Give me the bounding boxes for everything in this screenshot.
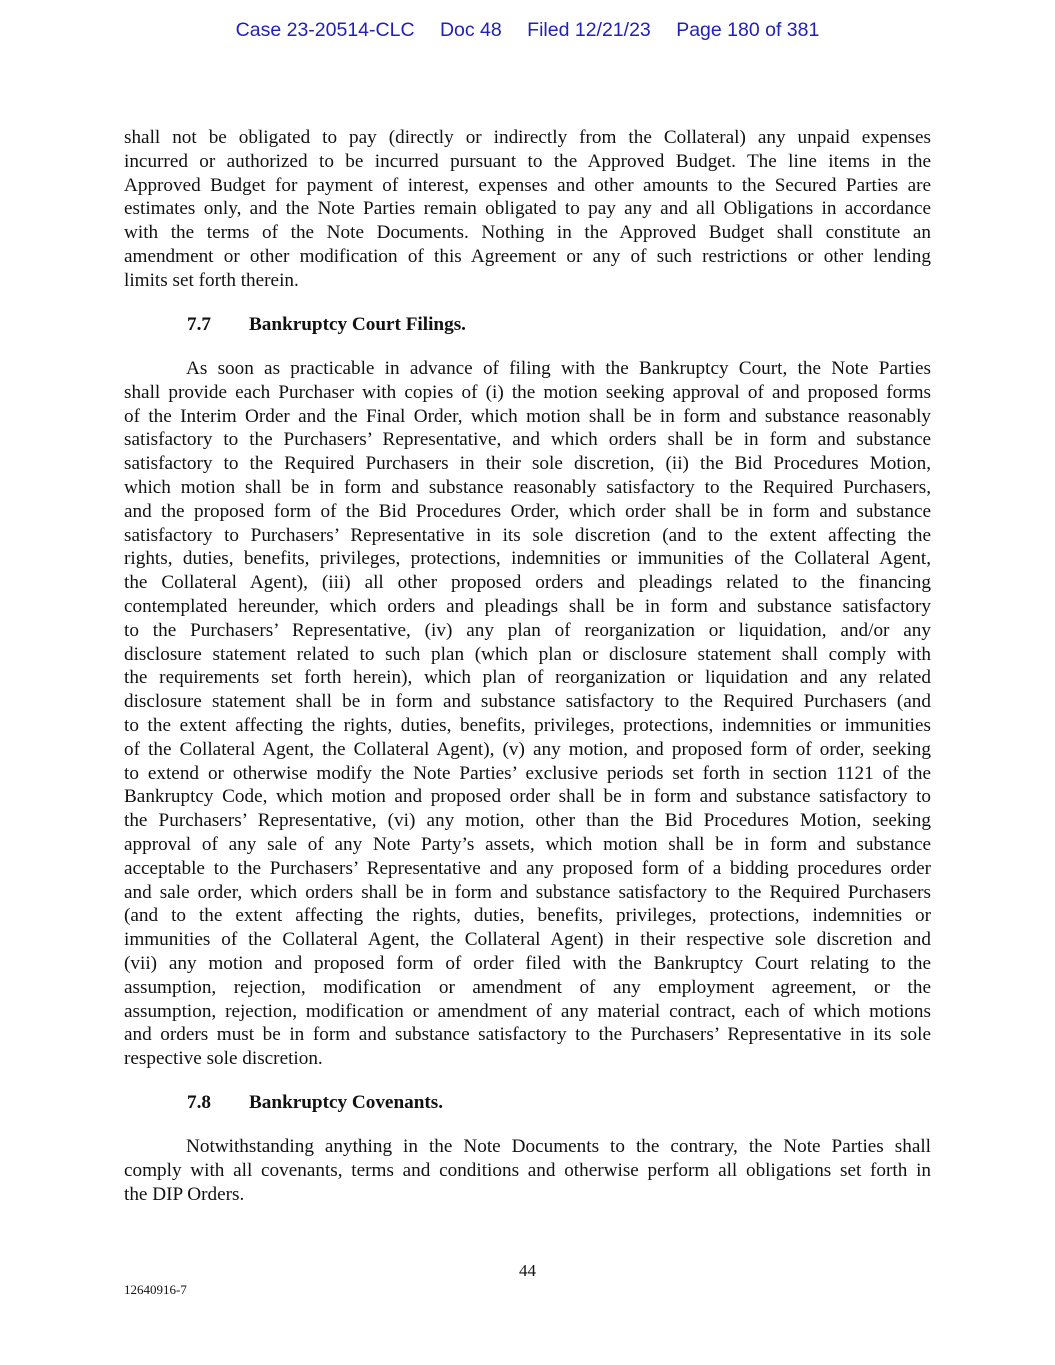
text-line: As soon as practicable in advance of filing with the Bankruptcy Court, the Note Parties [186, 358, 931, 379]
text-line: (and to the extent affecting the rights, duties, benefits, privileges, protections, indemnities or [124, 905, 931, 927]
text-line: satisfactory to the Purchasers’ Representative, and which orders shall be in form and substance [124, 429, 931, 451]
text-line: Notwithstanding anything in the Note Documents to the contrary, the Note Parties shall [186, 1136, 931, 1157]
text-line: satisfactory to the Required Purchasers in their sole discretion, (ii) the Bid Procedures Motion, [124, 453, 931, 475]
text-line: shall not be obligated to pay (directly or indirectly from the Collateral) any unpaid expenses [124, 127, 931, 148]
filed-date: Filed 12/21/23 [527, 19, 651, 41]
text-line: and the proposed form of the Bid Procedures Order, which order shall be in form and substance [124, 500, 931, 522]
text-line: incurred or authorized to be incurred pursuant to the Approved Budget. The line items in the [124, 150, 931, 172]
text-line: immunities of the Collateral Agent, the Collateral Agent) in their respective sole discretion and [124, 929, 931, 951]
text-line: of the Interim Order and the Final Order, which motion shall be in form and substance reasonably [124, 405, 931, 427]
paragraph-court-filings [124, 357, 931, 1071]
paragraph-approved-budget [124, 126, 931, 293]
text-line: amendment or other modification of this Agreement or any of such restrictions or other lending [124, 245, 931, 267]
text-line: estimates only, and the Note Parties remain obligated to pay any and all Obligations in accordance [124, 198, 931, 220]
text-line: Approved Budget for payment of interest, expenses and other amounts to the Secured Parties are [124, 174, 931, 196]
page-indicator: Page 180 of 381 [676, 19, 820, 41]
text-line: which motion shall be in form and substance reasonably satisfactory to the Required Purchasers, [124, 476, 931, 498]
text-line: limits set forth therein. [124, 269, 299, 291]
text-line: the Purchasers’ Representative, (vi) any motion, other than the Bid Procedures Motion, seeking [124, 810, 931, 832]
text-line: with the terms of the Note Documents. Nothing in the Approved Budget shall constitute an [124, 222, 931, 244]
text-line: the requirements set forth herein), which plan of reorganization or liquidation and any related [124, 667, 931, 689]
section-title: Bankruptcy Covenants. [249, 1092, 444, 1113]
text-line: of the Collateral Agent, the Collateral Agent), (v) any motion, and proposed form of order, seeking [124, 738, 931, 760]
paragraph-bankruptcy-covenants [124, 1135, 931, 1206]
text-line: assumption, rejection, modification or amendment of any employment agreement, or the [124, 976, 931, 998]
text-line: to extend or otherwise modify the Note Parties’ exclusive periods set forth in section 1121 of the [124, 762, 931, 784]
text-line: disclosure statement shall be in form and substance satisfactory to the Required Purchasers (and [124, 691, 931, 713]
text-line: rights, duties, benefits, privileges, protections, indemnities or immunities of the Collateral Agent, [124, 548, 931, 570]
text-line: shall provide each Purchaser with copies of (i) the motion seeking approval of and proposed forms [124, 381, 931, 403]
doc-number: Doc 48 [439, 19, 502, 41]
document-id: 12640916-7 [124, 1282, 187, 1297]
section-number: 7.8 [187, 1092, 211, 1113]
text-line: acceptable to the Purchasers’ Representative and any proposed form of a bidding procedures order [124, 857, 931, 879]
text-line: (vii) any motion and proposed form of order filed with the Bankruptcy Court relating to the [124, 952, 931, 974]
section-heading-7-7 [187, 314, 466, 336]
text-line: to the Purchasers’ Representative, (iv) any plan of reorganization or liquidation, and/or any [124, 619, 931, 641]
section-number: 7.7 [187, 314, 211, 335]
text-line: respective sole discretion. [124, 1048, 323, 1070]
section-title: Bankruptcy Court Filings. [249, 314, 466, 335]
text-line: approval of any sale of any Note Party’s assets, which motion shall be in form and substance [124, 833, 931, 855]
text-line: disclosure statement related to such plan (which plan or disclosure statement shall comply with [124, 643, 931, 665]
section-heading-7-8 [187, 1092, 443, 1114]
text-line: to the extent affecting the rights, duties, benefits, privileges, protections, indemnities or immunities [124, 714, 931, 736]
text-line: satisfactory to Purchasers’ Representative in its sole discretion (and to the extent affecting the [124, 524, 931, 546]
text-line: contemplated hereunder, which orders and pleadings shall be in form and substance satisfactory [124, 595, 931, 617]
case-header [0, 19, 1055, 42]
text-line: the Collateral Agent), (iii) all other proposed orders and pleadings related to the financing [124, 572, 931, 594]
text-line: and orders must be in form and substance satisfactory to the Purchasers’ Representative in its sole [124, 1024, 931, 1046]
text-line: Bankruptcy Code, which motion and proposed order shall be in form and substance satisfactory to [124, 786, 931, 808]
page-number: 44 [519, 1261, 536, 1280]
case-number: Case 23-20514-CLC [235, 19, 415, 41]
text-line: assumption, rejection, modification or amendment of any material contract, each of which motions [124, 1000, 931, 1022]
text-line: the DIP Orders. [124, 1183, 245, 1205]
text-line: and sale order, which orders shall be in form and substance satisfactory to the Required Purchasers [124, 881, 931, 903]
text-line: comply with all covenants, terms and conditions and otherwise perform all obligations set forth in [124, 1159, 931, 1181]
